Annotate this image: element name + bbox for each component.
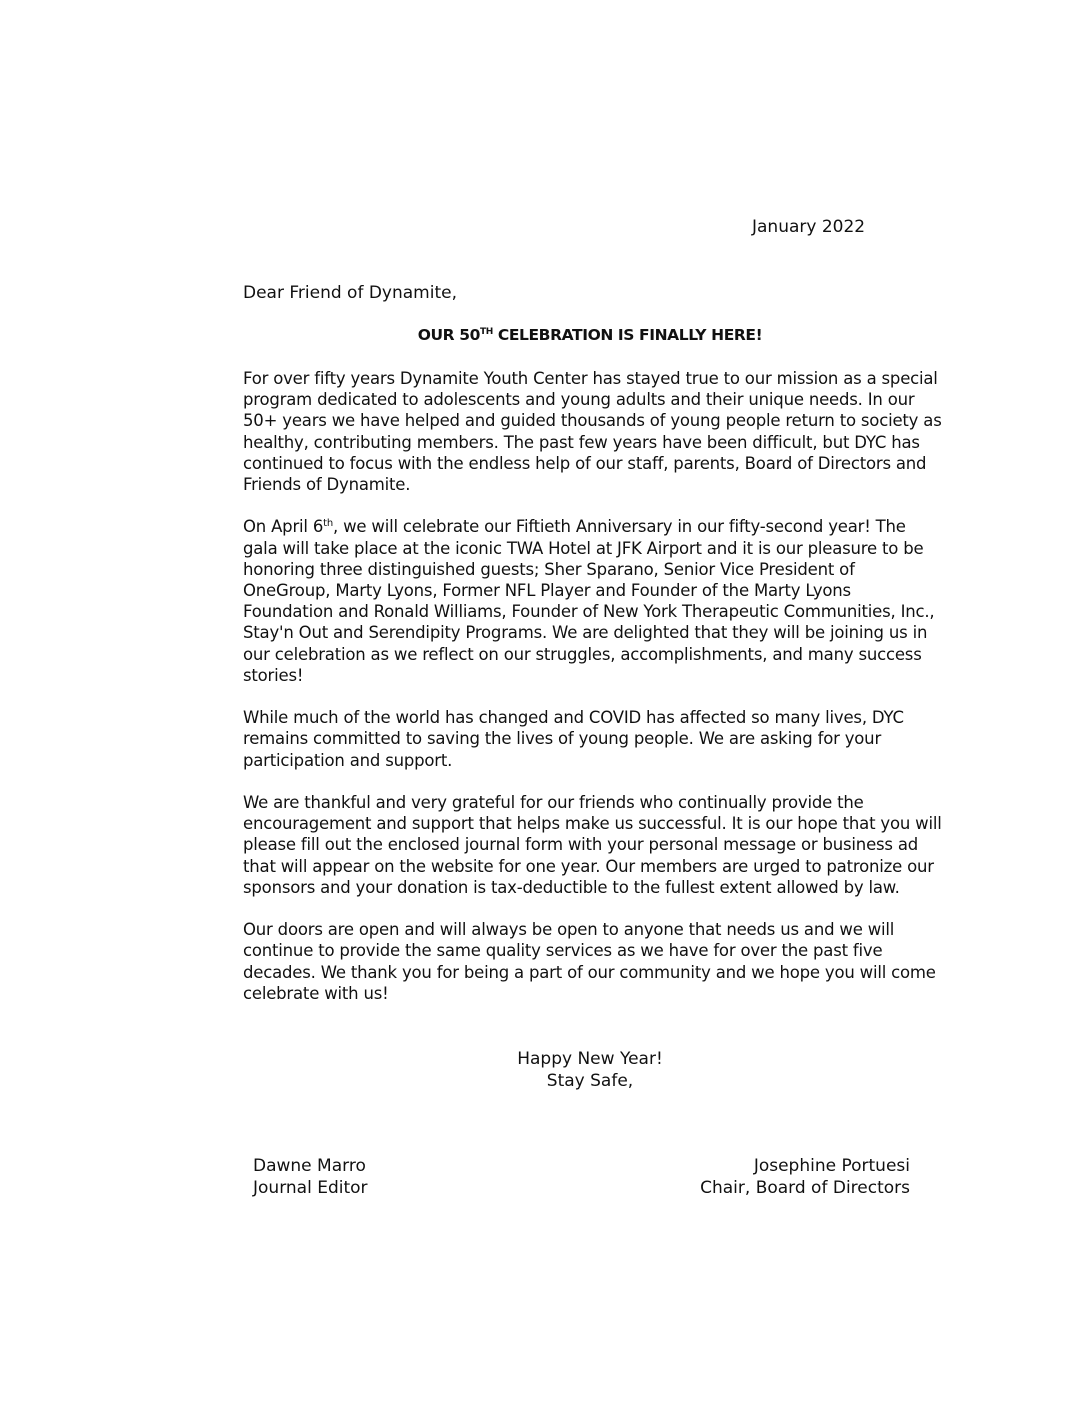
closing-line-1: Happy New Year! [517, 1049, 663, 1069]
signatory-right-name: Josephine Portuesi [753, 1156, 910, 1176]
salutation: Dear Friend of Dynamite, [243, 283, 457, 303]
signatory-left [253, 1155, 368, 1199]
letter-body [243, 368, 943, 1025]
signatory-right [700, 1155, 910, 1199]
closing-line-2: Stay Safe, [546, 1071, 634, 1091]
paragraph-mission: For over fifty years Dynamite Youth Center has stayed true to our mission as a special program dedicated to adolescents and young adults and their unique needs. In our 50+ years we have helped and guided thousands of young people return to society as healthy, contributing members. The past few years have been difficult, but DYC has continued to focus with the endless help of our staff, parents, Board of Directors and Friends of Dynamite. [243, 369, 942, 495]
paragraph-covid: While much of the world has changed and COVID has affected so many lives, DYC remains committed to saving the lives of young people. We are asking for your participation and support. [243, 708, 904, 770]
signatory-left-name: Dawne Marro [253, 1156, 366, 1176]
gala-date-superscript: th [323, 518, 334, 530]
heading-prefix: OUR 50 [417, 326, 480, 344]
heading-superscript: TH [479, 327, 493, 337]
signatory-right-title: Chair, Board of Directors [700, 1178, 910, 1198]
paragraph-gala [243, 516, 943, 686]
gala-details: , we will celebrate our Fiftieth Anniversary in our fifty-second year! The gala will take place at the iconic TWA Hotel at JFK Airport and it is our pleasure to be honoring three distinguished guests; Sher Sparano, Senior Vice President of OneGroup, Marty Lyons, Former NFL Player and Founder of the Marty Lyons Foundation and Ronald Williams, Founder of New York Therapeutic Communities, Inc., Stay'n Out and Serendipity Programs. We are delighted that they will be joining us in our celebration as we reflect on our struggles, accomplishments, and many success stories! [243, 517, 935, 685]
letter-date: January 2022 [752, 217, 866, 237]
paragraph-journal: We are thankful and very grateful for our friends who continually provide the encouragement and support that helps make us successful. It is our hope that you will please fill out the enclosed journal form with your personal message or business ad that will appear on the website for one year. Our members are urged to patronize our sponsors and your donation is tax-deductible to the fullest extent allowed by law. [243, 793, 942, 897]
closing [400, 1048, 780, 1092]
letter-heading [243, 326, 937, 344]
paragraph-invitation: Our doors are open and will always be open to anyone that needs us and we will continue to provide the same quality services as we have for over the past five decades. We thank you for being a part of our community and we hope you will come celebrate with us! [243, 920, 936, 1003]
heading-suffix: CELEBRATION IS FINALLY HERE! [492, 326, 763, 344]
gala-date-prefix: On April 6 [243, 517, 324, 537]
signatory-left-title: Journal Editor [253, 1178, 368, 1198]
